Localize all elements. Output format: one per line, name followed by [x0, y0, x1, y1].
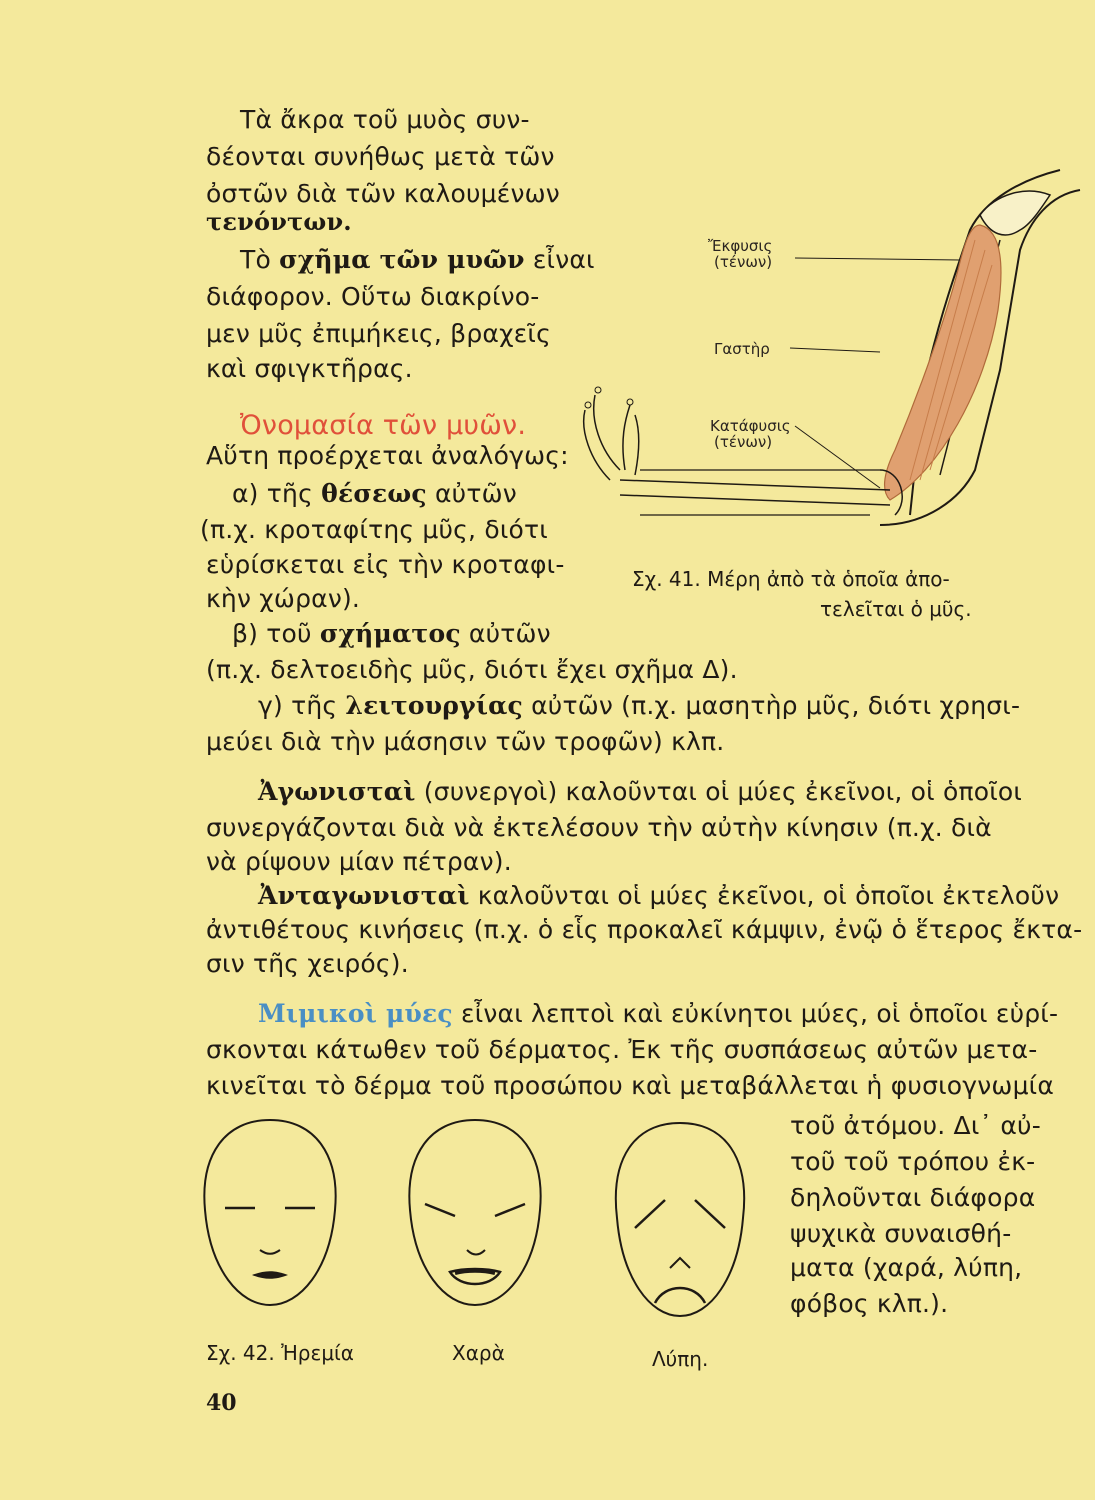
naming-c-post: αὐτῶν (π.χ. μασητὴρ μῦς, διότι χρησι- [522, 691, 1021, 720]
face-sad-illustration [610, 1118, 750, 1318]
agonists-line-1-text: (συνεργοὶ) καλοῦνται οἱ μύες ἐκεῖνοι, οἱ ὁποῖοι [415, 777, 1023, 806]
face-joy-illustration [405, 1110, 545, 1310]
shape-line-1-pre: Τὸ [240, 245, 280, 274]
antagonists-line-1-text: καλοῦνται οἱ μύες ἐκεῖνοι, οἱ ὁποῖοι ἐκτελοῦν [469, 881, 1060, 910]
naming-intro: Αὕτη προέρχεται ἀναλόγως: [206, 441, 569, 470]
figure-41-caption-line-1: Σχ. 41. Μέρη ἀπὸ τὰ ὁποῖα ἀπο- [632, 567, 950, 591]
figure-42-caption-joy: Χαρὰ [452, 1341, 505, 1365]
mimic-line-8: ματα (χαρά, λύπη, [790, 1253, 1023, 1282]
mimic-line-5: τοῦ τοῦ τρόπου ἐκ- [790, 1147, 1036, 1176]
label-origin-tendon: (τένων) [714, 433, 773, 451]
label-belly: Γαστὴρ [714, 340, 770, 358]
shape-bold-term: σχῆμα τῶν μυῶν [279, 245, 525, 274]
naming-c-pre: γ) τῆς [258, 691, 346, 720]
agonists-line-2: συνεργάζονται διὰ νὰ ἐκτελέσουν τὴν αὐτὴν κίνησιν (π.χ. διὰ [206, 813, 992, 842]
naming-b-pre: β) τοῦ [232, 619, 320, 648]
agonists-line-1 [258, 776, 1022, 808]
naming-heading: Ὀνομασία τῶν μυῶν. [240, 410, 527, 441]
label-insertion: Ἔκφυσις [708, 237, 773, 255]
intro-line-3: ὀστῶν διὰ τῶν καλουμένων [206, 179, 560, 208]
mimic-line-1-text: εἶναι λεπτοὶ καὶ εὐκίνητοι μύες, οἱ ὁποῖοι εὑρί- [452, 999, 1059, 1028]
mimic-heading: Μιμικοὶ μύες [258, 999, 453, 1028]
figure-42-caption-calm: Σχ. 42. Ἠρεμία [206, 1341, 354, 1365]
naming-c-line-1 [258, 690, 1020, 722]
intro-line-1: Τὰ ἄκρα τοῦ μυὸς συν- [240, 105, 530, 134]
naming-a-line-3: εὑρίσκεται εἰς τὴν κροταφι- [206, 550, 565, 579]
naming-b-bold: σχήματος [319, 619, 461, 648]
naming-a-post: αὐτῶν [426, 479, 517, 508]
naming-a-line-1 [232, 478, 517, 510]
antagonists-bold: Ἀνταγωνισταὶ [258, 881, 470, 910]
face-calm-illustration [200, 1110, 340, 1310]
intro-line-2: δέονται συνήθως μετὰ τῶν [206, 142, 555, 171]
shape-line-4: καὶ σφιγκτῆρας. [206, 354, 413, 383]
naming-a-pre: α) τῆς [232, 479, 322, 508]
naming-a-line-2: (π.χ. κροταφίτης μῦς, διότι [200, 515, 548, 544]
figure-41-caption-line-2: τελεῖται ὁ μῦς. [820, 597, 972, 621]
mimic-line-1 [258, 998, 1058, 1030]
agonists-line-3: νὰ ρίψουν μίαν πέτραν). [206, 847, 512, 876]
shape-line-1 [240, 244, 595, 276]
naming-a-bold: θέσεως [321, 479, 427, 508]
naming-c-line-2: μεύει διὰ τὴν μάσησιν τῶν τροφῶν) κλπ. [206, 727, 725, 756]
naming-c-bold: λειτουργίας [345, 691, 523, 720]
naming-b-post: αὐτῶν [460, 619, 551, 648]
antagonists-line-3: σιν τῆς χειρός). [206, 949, 409, 978]
mimic-line-6: δηλοῦνται διάφορα [790, 1183, 1036, 1212]
shape-line-1-post: εἶναι [524, 245, 595, 274]
naming-b-line-2: (π.χ. δελτοειδὴς μῦς, διότι ἔχει σχῆμα Δ). [206, 655, 738, 684]
antagonists-line-1 [258, 880, 1059, 912]
page-number: 40 [206, 1390, 237, 1416]
label-origin: Κατάφυσις [710, 417, 791, 435]
mimic-line-9: φόβος κλπ.). [790, 1289, 949, 1318]
mimic-line-4: τοῦ ἀτόμου. Δι᾽ αὐ- [790, 1111, 1041, 1140]
mimic-line-3: κινεῖται τὸ δέρμα τοῦ προσώπου καὶ μεταβάλλεται ἡ φυσιογνωμία [206, 1071, 1055, 1100]
antagonists-line-2: ἀντιθέτους κινήσεις (π.χ. ὁ εἷς προκαλεῖ κάμψιν, ἐνῷ ὁ ἕτερος ἔκτα- [206, 915, 1083, 944]
agonists-bold: Ἀγωνισταὶ [258, 777, 416, 806]
figure-42-caption-sad: Λύπη. [652, 1347, 709, 1371]
shape-line-2: διάφορον. Οὕτω διακρίνο- [206, 282, 540, 311]
naming-a-line-4: κὴν χώραν). [206, 584, 361, 613]
arm-muscle-illustration [580, 170, 1080, 570]
label-insertion-tendon: (τένων) [714, 253, 773, 271]
shape-line-3: μεν μῦς ἐπιμήκεις, βραχεῖς [206, 319, 551, 348]
mimic-line-7: ψυχικὰ συναισθή- [790, 1219, 1012, 1248]
mimic-line-2: σκονται κάτωθεν τοῦ δέρματος. Ἐκ τῆς συσπάσεως αὐτῶν μετα- [206, 1035, 1038, 1064]
intro-bold-term: τενόντων. [206, 207, 352, 236]
naming-b-line-1 [232, 618, 551, 650]
